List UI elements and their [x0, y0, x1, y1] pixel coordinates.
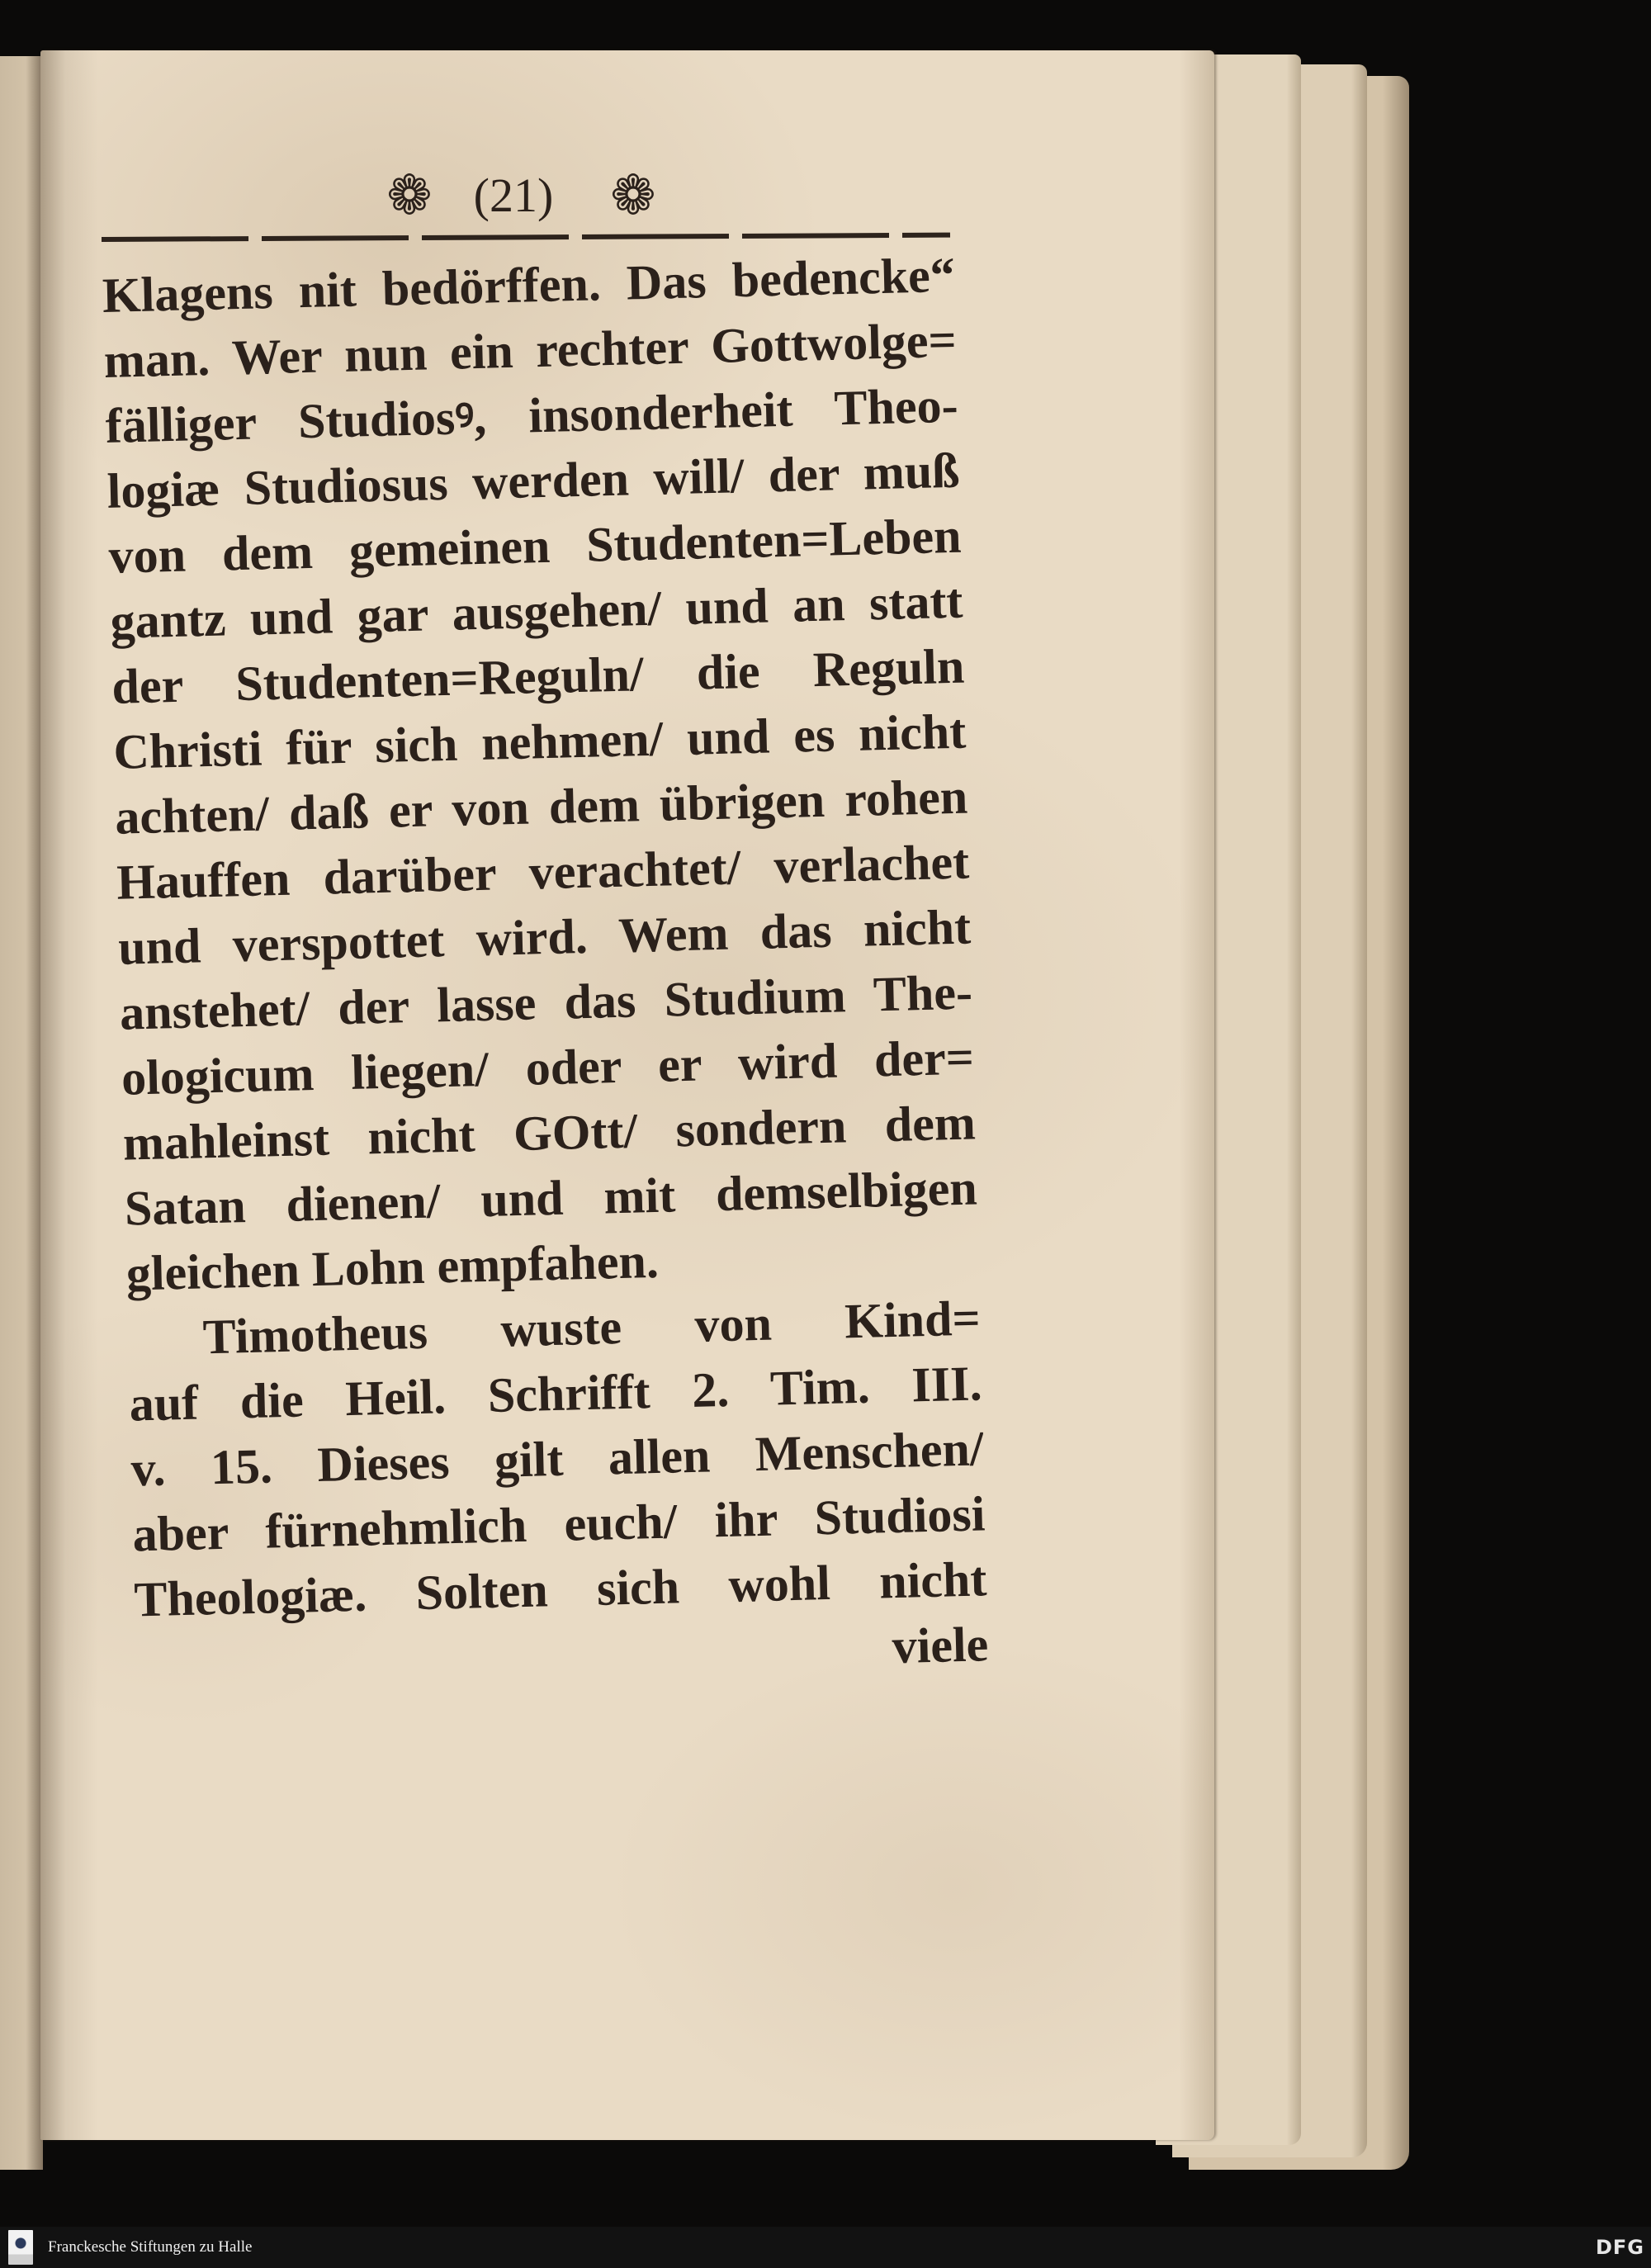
header-rule [102, 233, 950, 242]
text-line: Hauffen darüber verachtet/ verlachet [116, 834, 970, 910]
text-line: fälliger Studiosꝰ, insonderheit Theo- [105, 377, 959, 453]
page-number: (21) [473, 168, 554, 222]
catchword: viele [891, 1617, 989, 1674]
text-line: und verspottet wird. Wem das nicht [117, 899, 972, 975]
book-page [40, 50, 1214, 2140]
funder-logo-text: DFG [1595, 2236, 1644, 2259]
text-line: achten/ daß er von dem übrigen rohen [114, 769, 968, 845]
paragraph-start-line: Timotheus wuste von Kind= [202, 1290, 982, 1365]
text-line: ologicum liegen/ oder er wird der= [121, 1030, 975, 1106]
text-line: Satan dienen/ und mit demselbigen [124, 1160, 978, 1236]
text-line: Klagens nit bedörffen. Das bedencke“ [102, 247, 956, 323]
paragraph-end-line: gleichen Lohn empfahen. [125, 1233, 660, 1301]
text-line: anstehet/ der lasse das Studium The- [119, 964, 973, 1040]
text-line: man. Wer nun ein rechter Gottwolge= [103, 312, 958, 388]
body-text [102, 243, 989, 1698]
text-line: Theologiæ. Solten sich wohl nicht [133, 1551, 988, 1627]
text-line: mahleinst nicht GOtt/ sondern dem [122, 1095, 977, 1171]
text-line: logiæ Studiosus werden will/ der muß [106, 443, 961, 518]
text-line: Christi für sich nehmen/ und es nicht [112, 703, 967, 779]
previous-page-edge [0, 56, 43, 2170]
text-line: v. 15. Dieses gilt allen Menschen/ [130, 1421, 985, 1497]
institution-name: Franckesche Stiftungen zu Halle [48, 2238, 253, 2256]
text-line: gantz und gar ausgehen/ und an statt [109, 573, 964, 649]
flower-ornament-icon [378, 164, 441, 227]
foundation-logo-icon [8, 2230, 33, 2265]
flower-ornament-icon [602, 164, 665, 227]
text-line: auf die Heil. Schrifft 2. Tim. III. [128, 1356, 983, 1432]
text-line: aber fürnehmlich euch/ ihr Studiosi [131, 1486, 986, 1562]
text-line: der Studenten=Reguln/ die Reguln [111, 638, 966, 714]
footer-bar [0, 2227, 1651, 2268]
text-line: von dem gemeinen Studenten=Leben [107, 508, 963, 584]
